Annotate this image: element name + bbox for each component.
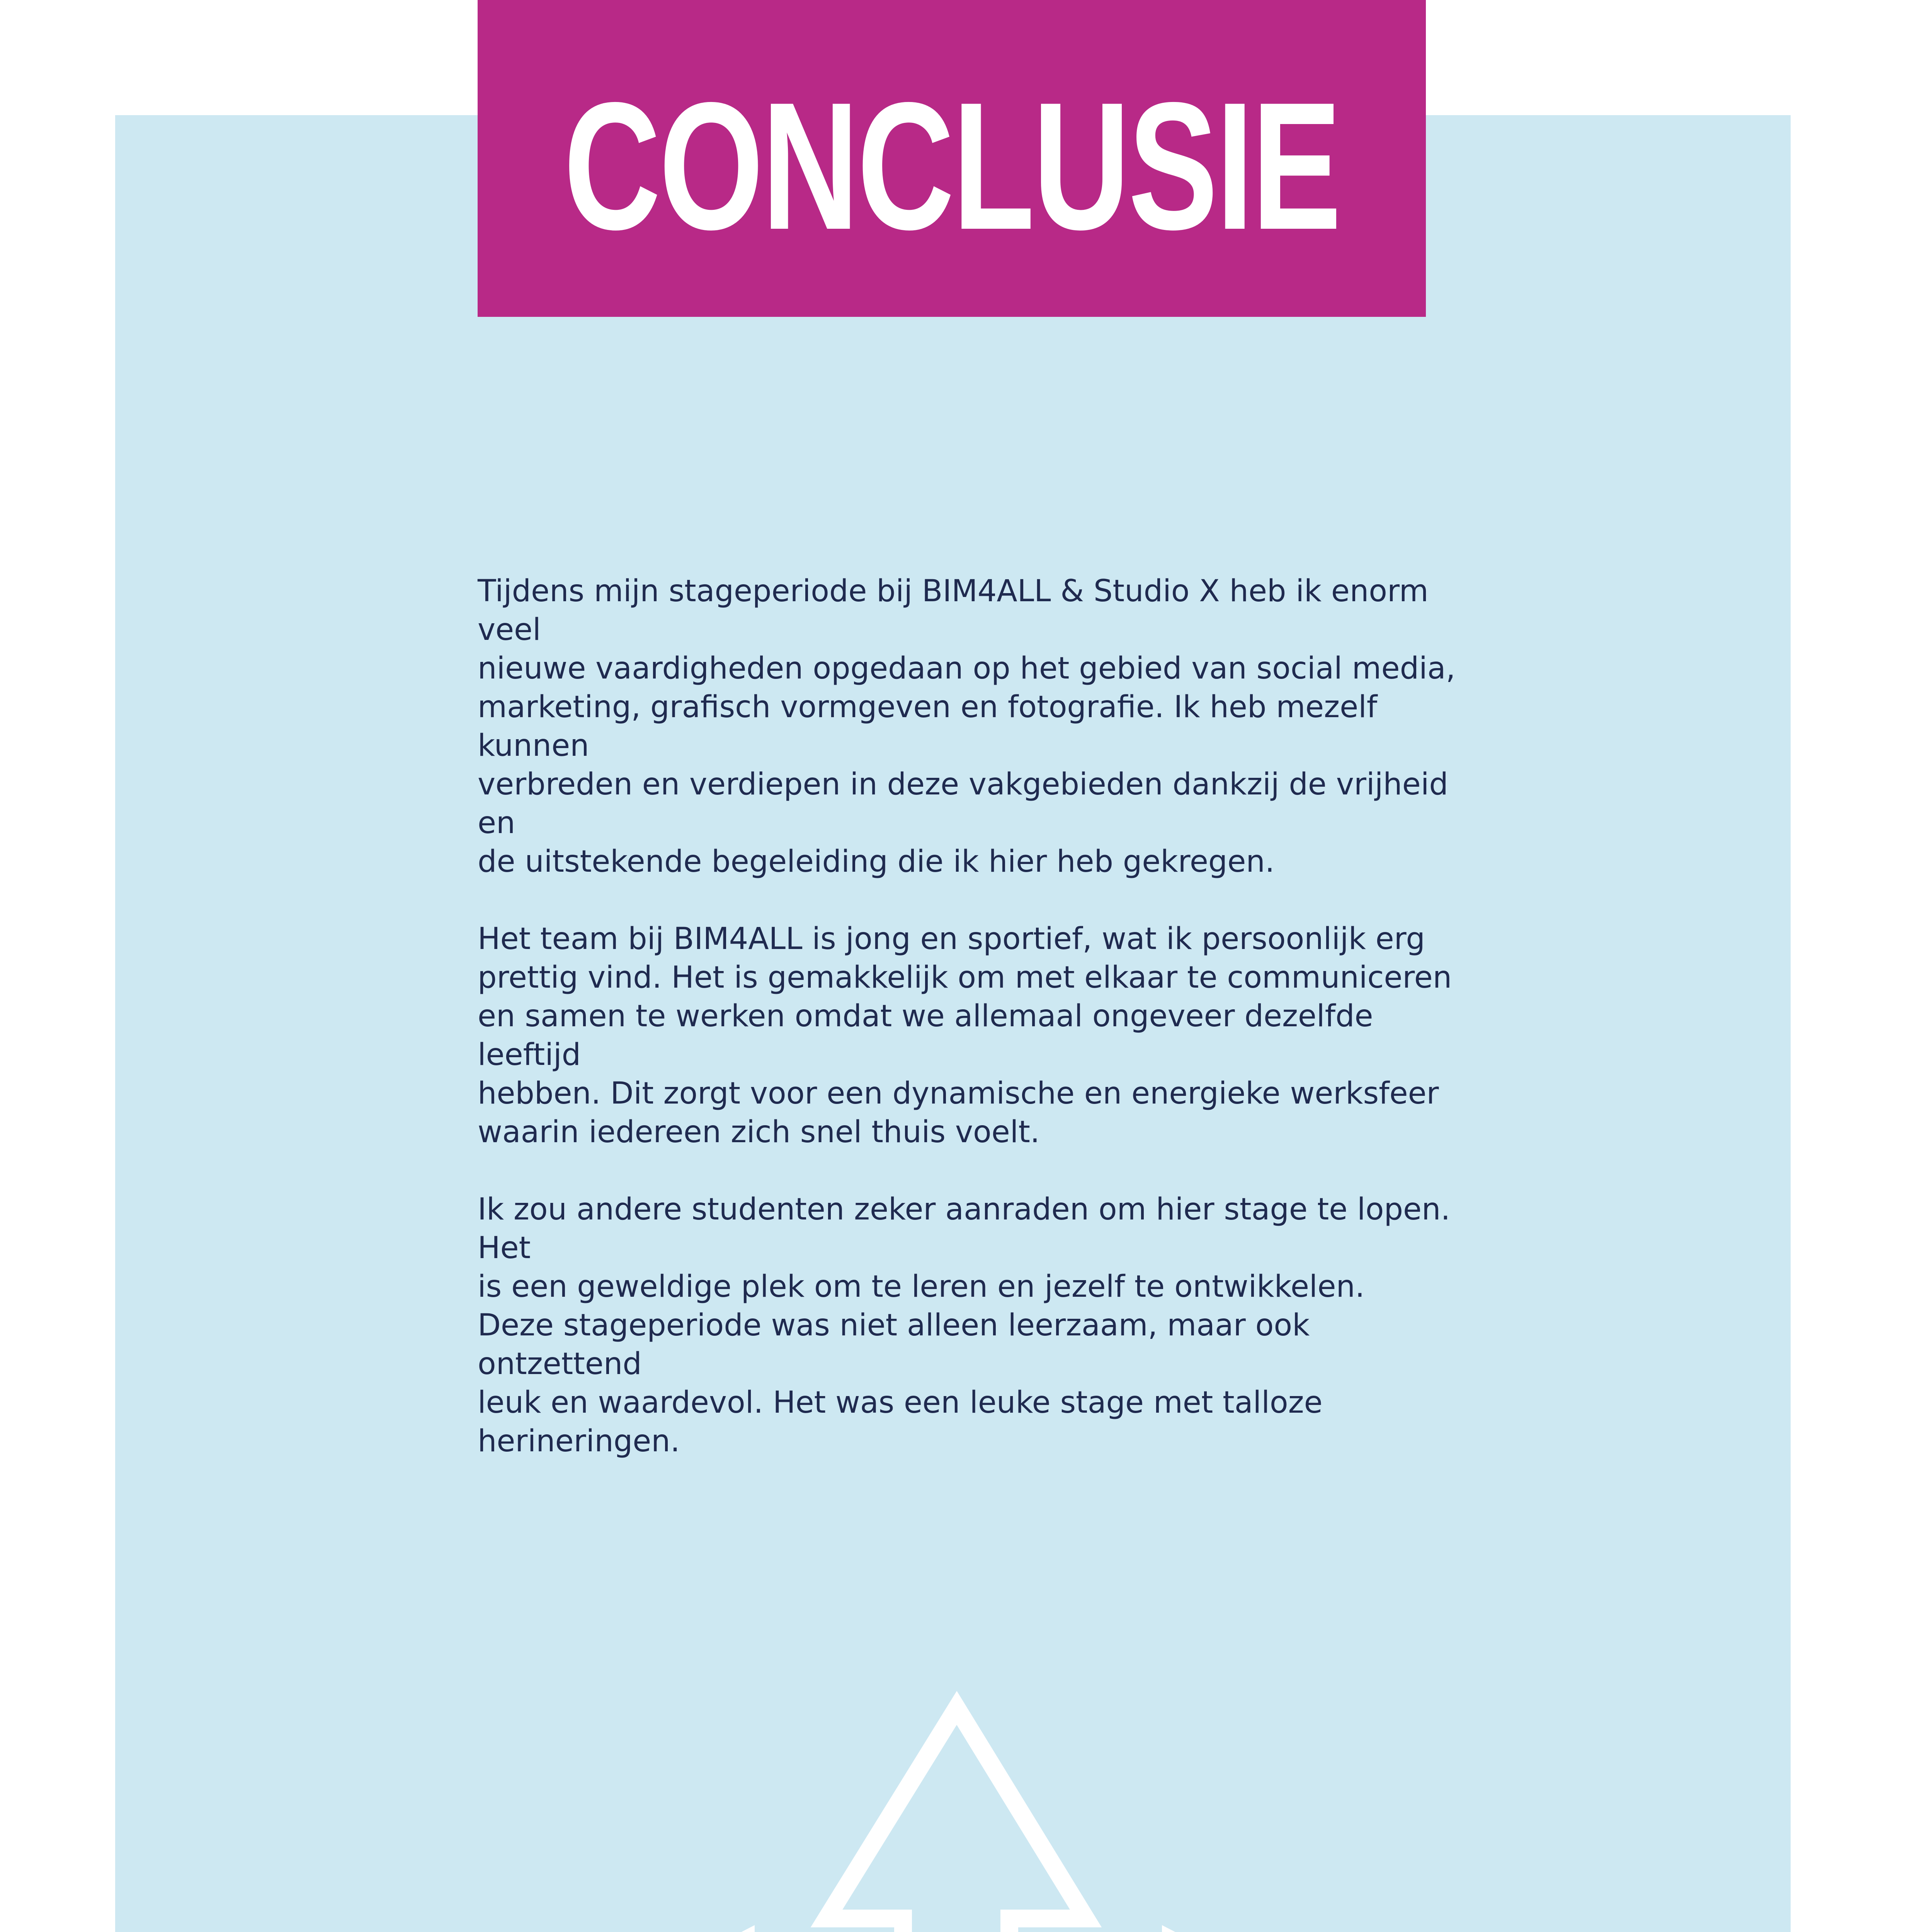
body-text — [478, 572, 1467, 1499]
page-title: CONCLUSIE — [563, 65, 1340, 267]
title-banner — [478, 0, 1426, 317]
paragraph-1: Tijdens mijn stageperiode bij BIM4ALL & Studio X heb ik enorm veel nieuwe vaardigheden opgedaan op het gebied van social media, marketing, grafisch vormgeven en fotografie. Ik heb mezelf kunnen verbreden en verdiepen in deze vakgebieden dankzij de vrijheid en de uitstekende begeleiding die ik hier heb gekregen. — [478, 574, 1456, 879]
paragraph-2: Het team bij BIM4ALL is jong en sportief, wat ik persoonlijk erg prettig vind. Het is gemakkelijk om met elkaar te communiceren en samen te werken omdat we allemaal ongeveer dezelfde leeftijd hebben. Dit zorgt voor een dynamische en energieke werksfeer waarin iedereen zich snel thuis voelt. — [478, 922, 1452, 1150]
paragraph-3: Ik zou andere studenten zeker aanraden om hier stage te lopen. Het is een geweldige plek om te leren en jezelf te ontwikkelen. Deze stageperiode was niet alleen leerzaam, maar ook ontzettend leuk en waardevol. Het was een leuke stage met talloze herineringen. — [478, 1192, 1451, 1459]
three-way-arrows-icon — [495, 1685, 1414, 1932]
